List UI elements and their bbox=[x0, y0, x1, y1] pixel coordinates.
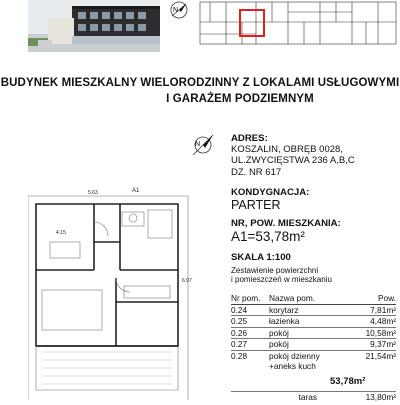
table-cell-name bbox=[255, 351, 352, 372]
table-cell-name-line-1: pokój dzienny bbox=[269, 350, 320, 361]
table-header-area: Pow. bbox=[378, 293, 396, 303]
table-header-row bbox=[231, 293, 396, 305]
area-summary-table bbox=[231, 293, 396, 372]
table-cell-area: 9,37m² bbox=[370, 339, 396, 350]
building-rendering-image bbox=[28, 0, 160, 52]
address-label: ADRES: bbox=[231, 133, 268, 144]
heading-line-2: I GARAŻEM PODZIEMNYM bbox=[166, 93, 314, 105]
north-arrow-icon bbox=[166, 0, 192, 20]
table-cell-name-line-2: +aneks kuch bbox=[269, 360, 316, 371]
table-row bbox=[231, 351, 396, 372]
table-cell-nr: 0.24 bbox=[231, 304, 248, 315]
address-line-3: DZ. NR 617 bbox=[231, 166, 282, 178]
site-plan-key bbox=[196, 0, 400, 48]
terrace-area: 13,80m² bbox=[365, 392, 396, 402]
table-cell-area: 10,58m² bbox=[365, 327, 396, 338]
table-row bbox=[231, 316, 396, 328]
floor-value: PARTER bbox=[231, 198, 281, 213]
floor-plan-drawing bbox=[28, 182, 218, 400]
table-cell-name: łazienka bbox=[269, 316, 300, 327]
plan-dim-top: 5.63 bbox=[88, 190, 98, 196]
plan-label-a1: A1 bbox=[132, 188, 140, 194]
svg-text:N: N bbox=[195, 141, 201, 148]
apartment-label: NR, POW. MIESZKANIA: bbox=[231, 218, 341, 230]
summary-title-1: Zestawienie powierzchni bbox=[231, 266, 319, 276]
heading-line-1: BUDYNEK MIESZKALNY WIELORODZINNY Z LOKALAMI USŁUGOWYMI bbox=[0, 77, 400, 89]
table-cell-area: 7,81m² bbox=[370, 304, 396, 315]
table-header-name: Nazwa pom. bbox=[269, 293, 316, 303]
table-cell-area: 4,48m² bbox=[370, 316, 396, 327]
terrace-label: taras bbox=[298, 392, 317, 402]
plan-dim-mid: 4.15 bbox=[56, 230, 66, 236]
table-cell-name: pokój bbox=[269, 339, 289, 350]
summary-title-2: i pomieszczeń w mieszkaniu bbox=[231, 275, 332, 285]
table-cell-nr: 0.27 bbox=[231, 339, 248, 350]
page-heading bbox=[0, 75, 400, 107]
apartment-value: A1=53,78m² bbox=[231, 229, 305, 245]
floor-label: KONDYGNACJA: bbox=[231, 186, 310, 198]
table-cell-area: 21,54m² bbox=[365, 350, 396, 361]
svg-text:N: N bbox=[173, 7, 179, 14]
table-header-nr: Nr pom. bbox=[231, 293, 261, 303]
terrace-row bbox=[231, 391, 396, 402]
table-cell-name: pokój bbox=[269, 327, 289, 338]
north-arrow-icon bbox=[188, 130, 218, 160]
table-row bbox=[231, 339, 396, 351]
table-cell-name: korytarz bbox=[269, 304, 299, 315]
address-line-2: UL.ZWYCIĘSTWA 236 A,B,C bbox=[231, 155, 355, 167]
table-cell-nr: 0.25 bbox=[231, 316, 248, 327]
table-row bbox=[231, 328, 396, 340]
plan-dim-side: 6.97 bbox=[182, 278, 192, 284]
table-row bbox=[231, 305, 396, 317]
table-cell-nr: 0.26 bbox=[231, 327, 248, 338]
info-block bbox=[231, 133, 400, 284]
scale-label: SKALA 1:100 bbox=[231, 252, 291, 264]
total-area: 53,78m² bbox=[330, 376, 366, 387]
table-cell-nr: 0.28 bbox=[231, 350, 248, 361]
address-line-1: KOSZALIN, OBRĘB 0028, bbox=[231, 144, 343, 156]
